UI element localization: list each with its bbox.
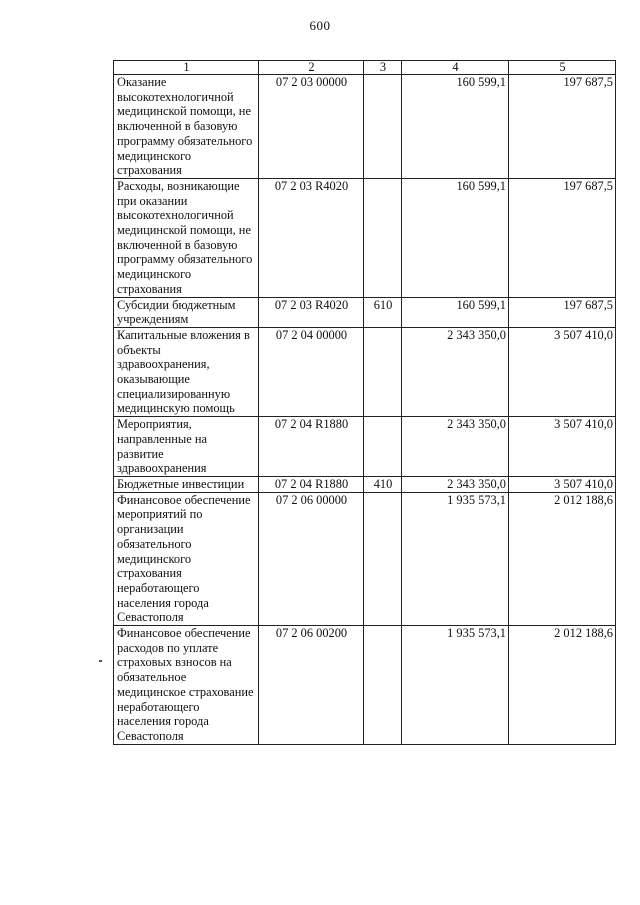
- row-type: [364, 417, 402, 477]
- column-header-4: 4: [402, 61, 509, 75]
- row-name: Расходы, возникающие при оказании высокотехнологичной медицинской помощи, не включенной в базовую программу обязательного медицинского страхования: [114, 178, 259, 297]
- row-type: [364, 75, 402, 179]
- row-type: [364, 327, 402, 416]
- row-value-5: 197 687,5: [509, 178, 616, 297]
- column-header-5: 5: [509, 61, 616, 75]
- column-header-1: 1: [114, 61, 259, 75]
- row-type: [364, 626, 402, 745]
- row-name: Оказание высокотехнологичной медицинской помощи, не включенной в базовую программу обязательного медицинского страхования: [114, 75, 259, 179]
- row-code: 07 2 03 R4020: [259, 178, 364, 297]
- row-value-4: 2 343 350,0: [402, 476, 509, 492]
- page-number: 600: [309, 18, 331, 33]
- table-row: [114, 327, 616, 416]
- column-header-2: 2: [259, 61, 364, 75]
- table-row: [114, 476, 616, 492]
- row-type: [364, 178, 402, 297]
- row-value-4: 2 343 350,0: [402, 327, 509, 416]
- table-row: [114, 297, 616, 327]
- table-row: [114, 626, 616, 745]
- row-code: 07 2 06 00200: [259, 626, 364, 745]
- row-value-5: 3 507 410,0: [509, 476, 616, 492]
- row-value-5: 2 012 188,6: [509, 626, 616, 745]
- table-header: [114, 61, 616, 75]
- row-value-5: 3 507 410,0: [509, 417, 616, 477]
- row-code: 07 2 04 00000: [259, 327, 364, 416]
- row-value-4: 160 599,1: [402, 75, 509, 179]
- row-code: 07 2 04 R1880: [259, 476, 364, 492]
- row-value-4: 1 935 573,1: [402, 492, 509, 625]
- scan-speck: [99, 660, 102, 662]
- row-name: Бюджетные инвестиции: [114, 476, 259, 492]
- table-row: [114, 417, 616, 477]
- row-value-5: 2 012 188,6: [509, 492, 616, 625]
- row-type: 610: [364, 297, 402, 327]
- table-row: [114, 75, 616, 179]
- row-name: Финансовое обеспечение мероприятий по организации обязательного медицинского страхования неработающего населения города Севастополя: [114, 492, 259, 625]
- row-value-4: 1 935 573,1: [402, 626, 509, 745]
- row-value-5: 3 507 410,0: [509, 327, 616, 416]
- table-row: [114, 178, 616, 297]
- row-code: 07 2 06 00000: [259, 492, 364, 625]
- column-header-3: 3: [364, 61, 402, 75]
- row-value-5: 197 687,5: [509, 297, 616, 327]
- table-row: [114, 492, 616, 625]
- row-name: Капитальные вложения в объекты здравоохранения, оказывающие специализированную медицинскую помощь: [114, 327, 259, 416]
- budget-table: [113, 60, 616, 745]
- row-type: 410: [364, 476, 402, 492]
- row-type: [364, 492, 402, 625]
- row-value-4: 160 599,1: [402, 178, 509, 297]
- row-value-5: 197 687,5: [509, 75, 616, 179]
- row-code: 07 2 03 00000: [259, 75, 364, 179]
- row-name: Финансовое обеспечение расходов по уплате страховых взносов на обязательное медицинское страхование неработающего населения города Севастополя: [114, 626, 259, 745]
- header-row: [114, 61, 616, 75]
- row-code: 07 2 03 R4020: [259, 297, 364, 327]
- row-code: 07 2 04 R1880: [259, 417, 364, 477]
- row-name: Субсидии бюджетным учреждениям: [114, 297, 259, 327]
- row-value-4: 2 343 350,0: [402, 417, 509, 477]
- row-name: Мероприятия, направленные на развитие здравоохранения: [114, 417, 259, 477]
- row-value-4: 160 599,1: [402, 297, 509, 327]
- table-body: [114, 75, 616, 745]
